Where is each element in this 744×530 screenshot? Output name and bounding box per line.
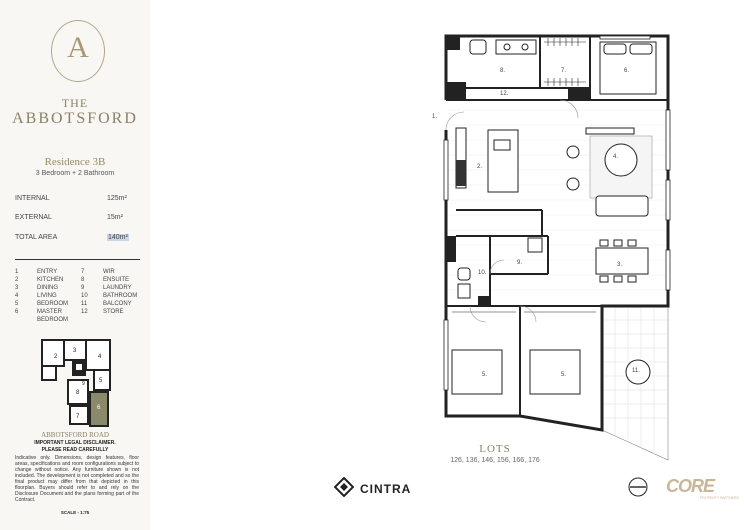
cooktop	[456, 160, 466, 186]
keyplan-label: 5	[99, 378, 103, 384]
room-label-wir: 7.	[561, 68, 567, 74]
area-value: 15m²	[107, 214, 123, 221]
bed	[452, 350, 502, 394]
keyplan-label: 2	[54, 354, 58, 360]
keyplan-label: 7	[76, 414, 80, 420]
core-logo: CORE	[666, 476, 715, 496]
keyplan-label: 3	[73, 348, 77, 354]
room-label-bedroom-2: 5.	[561, 372, 567, 378]
room-label-ensuite: 8.	[500, 68, 506, 74]
stool	[567, 146, 579, 158]
coffee-table	[605, 144, 637, 176]
legend-name: ENSUITE	[103, 277, 130, 283]
keyplan-label: 4	[98, 354, 102, 360]
pillow	[630, 44, 652, 54]
area-label: INTERNAL	[15, 195, 50, 202]
area-value: 125m²	[107, 195, 127, 202]
bed	[530, 350, 580, 394]
cintra-logo-icon	[334, 477, 354, 497]
disclaimer-subtitle: PLEASE READ CAREFULLY	[41, 447, 109, 453]
legend-name: LIVING	[37, 293, 57, 299]
legend-num: 1	[15, 269, 19, 275]
legend-name: ENTRY	[37, 269, 58, 275]
legend-name: BATHROOM	[103, 293, 138, 299]
room-label-living: 4.	[613, 154, 619, 160]
room-label-kitchen: 2.	[477, 164, 483, 170]
column	[446, 82, 466, 100]
keyplan-label: 9	[82, 381, 85, 387]
legend-name: BEDROOM	[37, 301, 69, 307]
keyplan-label: 6	[97, 405, 101, 411]
cintra-wordmark: CINTRA	[360, 482, 412, 496]
lots-title: LOTS	[479, 443, 511, 455]
sofa	[596, 196, 648, 216]
area-label: TOTAL AREA	[15, 234, 58, 241]
scale-label: SCALE - 1:75	[60, 510, 90, 515]
logo-letter: A	[67, 31, 89, 64]
column	[568, 88, 590, 100]
basin	[504, 44, 510, 50]
legend-name: WIR	[103, 269, 115, 275]
legend-num: 11	[81, 301, 88, 307]
residence-title: Residence 3B	[44, 156, 106, 168]
lots-list: 126, 136, 146, 156, 166, 176	[450, 457, 540, 464]
room-label-master: 6.	[624, 68, 630, 74]
legend-num: 12	[81, 309, 88, 315]
bath-basin	[458, 284, 470, 298]
core-tagline: PROPERTY PARTNERS	[700, 496, 739, 500]
column	[446, 236, 456, 262]
legend-name: MASTER BEDROOM	[37, 309, 69, 323]
legend-num: 2	[15, 277, 19, 283]
legend-num: 3	[15, 285, 19, 291]
toilet	[470, 40, 486, 54]
legend-name: LAUNDRY	[103, 285, 132, 291]
legend-num: 6	[15, 309, 19, 315]
road-name: ABBOTSFORD ROAD	[41, 431, 109, 439]
vanity	[496, 40, 536, 54]
disclaimer-body: Indicative only. Dimensions, design features, floor areas, specifications and room configurations subject to change without notice. Any furniture shown is not included. The development is not completed and so the final product may differ from that depicted in this floorplan. Buyers should refer to and rely on the Disclosure Document and the plans forming part of the Contract.	[15, 455, 139, 503]
legend-num: 4	[15, 293, 19, 299]
room-label-bathroom: 10.	[478, 270, 487, 276]
legend-num: 9	[81, 285, 85, 291]
dining-table	[596, 248, 648, 274]
brand-the: THE	[61, 96, 89, 110]
tv-unit	[586, 128, 634, 134]
bath-toilet	[458, 268, 470, 280]
north-compass-icon	[628, 477, 648, 497]
column	[446, 36, 460, 50]
room-label-balcony: 11.	[632, 368, 640, 374]
room-label-bedroom: 5.	[482, 372, 488, 378]
basin	[522, 44, 528, 50]
room-label-entry: 1.	[432, 114, 438, 120]
legend-num: 5	[15, 301, 19, 307]
legend-num: 7	[81, 269, 85, 275]
disclaimer-title: IMPORTANT LEGAL DISCLAIMER.	[34, 440, 116, 446]
legend-name: KITCHEN	[37, 277, 64, 283]
room-label-laundry: 9.	[517, 260, 523, 266]
laundry-tub	[528, 238, 542, 252]
room-label-store: 12.	[500, 91, 509, 97]
legend-name: STORE	[103, 309, 124, 315]
column	[478, 296, 490, 306]
legend-name: BALCONY	[103, 301, 132, 307]
legend-num: 10	[81, 293, 88, 299]
residence-subtitle: 3 Bedroom + 2 Bathroom	[35, 170, 115, 177]
brand-name: ABBOTSFORD	[12, 110, 138, 127]
legend-name: DINING	[37, 285, 58, 291]
area-label: EXTERNAL	[15, 214, 52, 221]
stool	[567, 178, 579, 190]
area-value: 140m²	[108, 234, 128, 241]
pillow	[604, 44, 626, 54]
room-label-dining: 3.	[617, 262, 623, 268]
legend-num: 8	[81, 277, 85, 283]
wardrobe-hangers	[544, 38, 586, 86]
sink	[494, 140, 510, 150]
keyplan-label: 8	[76, 390, 80, 396]
kitchen-island	[488, 130, 518, 192]
